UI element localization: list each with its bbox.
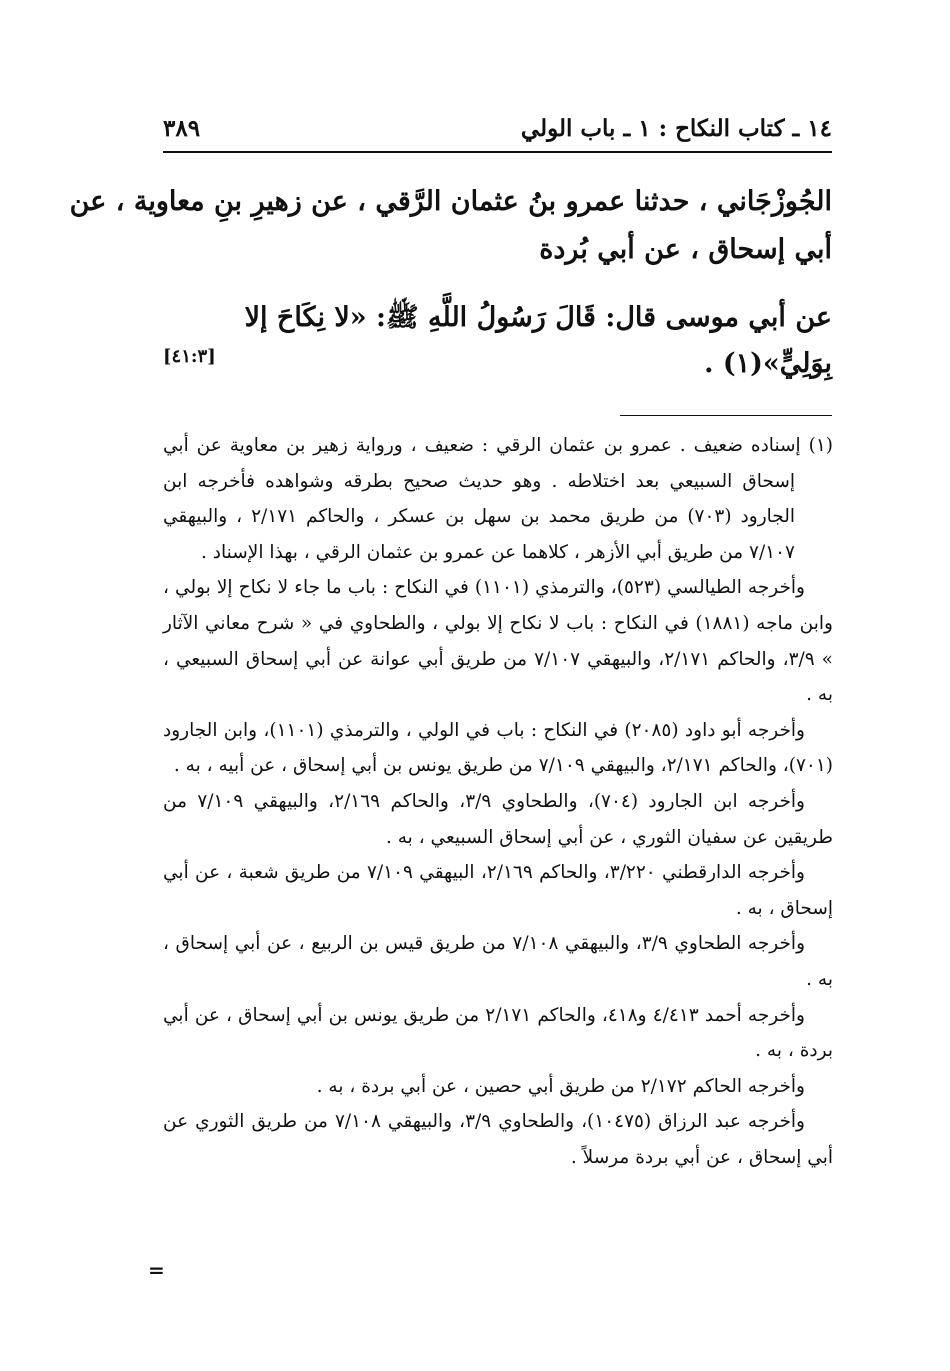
hadith-line: الجُوزْجَاني ، حدثنا عمرو بنُ عثمان الرَّقي ، عن زهيرِ بنِ معاوية ، عن <box>69 186 832 217</box>
footnote-paragraph: وأخرجه الطيالسي (٥٢٣)، والترمذي (١١٠١) في النكاح : باب ما جاء لا نكاح إلا بولي ، وابن ماجه (١٨٨١) في النكاح : باب لا نكاح إلا بولي ، والطحاوي في « شرح معاني الآثار » ٣/٩، والحاكم ٢/١٧١، والبيهقي ٧/١٠٧ من طريق أبي عوانة عن أبي إسحاق السبيعي ، به . <box>163 577 833 706</box>
footnote-paragraph: وأخرجه عبد الرزاق (١٠٤٧٥)، والطحاوي ٣/٩، والبيهقي ٧/١٠٨ من طريق الثوري عن أبي إسحاق ، عن أبي بردة مرسلاً . <box>163 1111 833 1168</box>
continuation-mark: = <box>148 1258 165 1282</box>
header-divider <box>163 151 832 153</box>
footnotes <box>163 428 833 1175</box>
hadith-line: عن أبي موسى قال: قَالَ رَسُولُ اللَّهِ ﷺ: «لا نِكَاحَ إلا <box>244 302 832 333</box>
page-header <box>163 115 832 149</box>
footnote-paragraph: وأخرجه أحمد ٤/٤١٣ و٤١٨، والحاكم ٢/١٧١ من طريق يونس بن أبي إسحاق ، عن أبي بردة ، به . <box>163 1004 833 1062</box>
footnote-paragraph: وأخرجه أبو داود (٢٠٨٥) في النكاح : باب في الولي ، والترمذي (١١٠١)، وابن الجارود (٧٠١)، والحاكم ٢/١٧١، والبيهقي ٧/١٠٩ من طريق يونس بن أبي إسحاق ، عن أبيه ، به . <box>163 719 833 777</box>
footnote-paragraph: وأخرجه ابن الجارود (٧٠٤)، والطحاوي ٣/٩، والحاكم ٢/١٦٩، والبيهقي ٧/١٠٩ من طريقين عن سفيان الثوري ، عن أبي إسحاق السبيعي ، به . <box>163 790 833 848</box>
hadith-line: أبي إسحاق ، عن أبي بُردة <box>539 234 832 265</box>
footnote-paragraph: وأخرجه الدارقطني ٣/٢٢٠، والحاكم ٢/١٦٩، البيهقي ٧/١٠٩ من طريق شعبة ، عن أبي إسحاق ، به . <box>163 862 833 919</box>
footnote-paragraph: وأخرجه الحاكم ٢/١٧٢ من طريق أبي حصين ، عن أبي بردة ، به . <box>316 1075 805 1097</box>
hadith-reference: [٤١:٣] <box>163 346 216 367</box>
footnote-divider <box>620 415 832 416</box>
chapter-title: ١٤ ـ كتاب النكاح : ١ ـ باب الولي <box>520 115 832 142</box>
footnote-paragraph: وأخرجه الطحاوي ٣/٩، والبيهقي ٧/١٠٨ من طريق قيس بن الربيع ، عن أبي إسحاق ، به . <box>163 933 833 990</box>
hadith-line: بِوَلِيٍّ»(١) . <box>704 348 832 379</box>
footnote-paragraph: (١) إسناده ضعيف . عمرو بن عثمان الرقي : ضعيف ، ورواية زهير بن معاوية عن أبي إسحاق السبيعي بعد اختلاطه . وهو حديث صحيح بطرقه وشواهده فأخرجه ابن الجارود (٧٠٣) من طريق محمد بن سهل بن عسكر ، والحاكم ٢/١٧١ ، والبيهقي ٧/١٠٧ من طريق أبي الأزهر ، كلاهما عن عمرو بن عثمان الرقي ، بهذا الإسناد . <box>163 435 833 563</box>
page-number: ٣٨٩ <box>163 115 201 142</box>
